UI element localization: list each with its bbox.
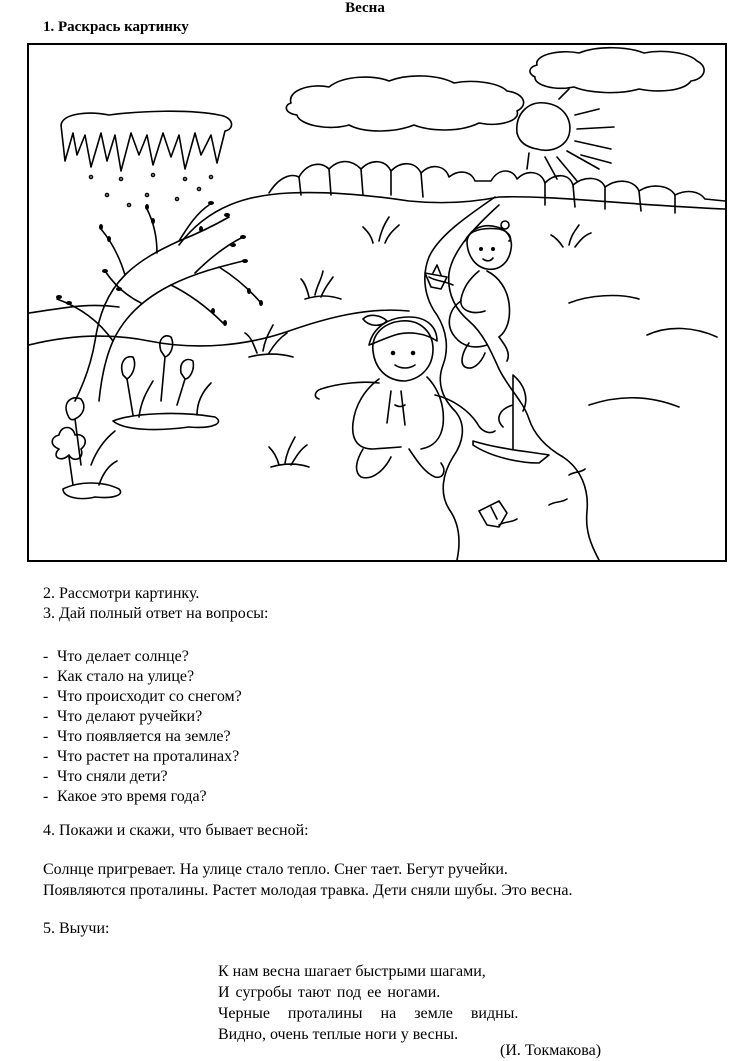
question-text: Что сняли дети?	[57, 768, 168, 785]
poem-line: Черные проталины на земле видны.	[218, 1005, 519, 1022]
list-item	[43, 787, 242, 807]
list-item	[43, 707, 242, 727]
tree-icon	[56, 201, 263, 401]
list-marker: -	[43, 648, 49, 665]
list-item	[43, 727, 242, 747]
list-marker: -	[43, 688, 49, 705]
page-title: Весна	[345, 0, 385, 16]
question-text: Что растет на проталинах?	[57, 748, 240, 765]
poem-line: И сугробы тают под ее ногами.	[218, 984, 441, 1001]
list-marker: -	[43, 668, 49, 685]
question-text: Что делает солнце?	[57, 648, 189, 665]
task-2-text: 2. Рассмотри картинку.	[43, 585, 200, 602]
list-marker: -	[43, 788, 49, 805]
list-marker: -	[43, 708, 49, 725]
icicles-icon	[61, 111, 232, 206]
answer-line: Солнце пригревает. На улице стало тепло. Снег тает. Бегут ручейки.	[43, 861, 508, 878]
question-text: Что делают ручейки?	[57, 708, 203, 725]
coloring-picture	[27, 43, 727, 562]
task-5-text: 5. Выучи:	[43, 920, 110, 937]
question-list	[43, 647, 242, 807]
list-item	[43, 647, 242, 667]
flower-icon	[52, 398, 120, 499]
list-item	[43, 767, 242, 787]
list-marker: -	[43, 768, 49, 785]
answer-line: Появляются проталины. Растет молодая травка. Дети сняли шубы. Это весна.	[43, 881, 573, 899]
list-item	[43, 667, 242, 687]
poem-line: Видно, очень теплые ноги у весны.	[218, 1026, 459, 1043]
question-text: Что происходит со снегом?	[57, 688, 242, 705]
poem	[218, 961, 518, 1045]
question-text: Как стало на улице?	[57, 668, 195, 685]
child-icon	[429, 221, 511, 368]
question-text: Какое это время года?	[57, 788, 207, 805]
list-item	[43, 747, 242, 767]
cloud-icon	[530, 48, 704, 93]
stream-icon	[425, 197, 599, 560]
task-3-text: 3. Дай полный ответ на вопросы:	[43, 605, 269, 622]
poem-author: (И. Токмакова)	[500, 1042, 602, 1059]
list-item	[43, 687, 242, 707]
question-text: Что появляется на земле?	[57, 728, 231, 745]
poem-line: К нам весна шагает быстрыми шагами,	[218, 963, 486, 980]
list-marker: -	[43, 748, 49, 765]
sun-icon	[517, 89, 614, 181]
child-icon	[315, 315, 495, 477]
flower-icon	[113, 336, 219, 430]
task-1-heading: 1. Раскрась картинку	[43, 19, 189, 35]
cloud-icon	[286, 76, 523, 131]
list-marker: -	[43, 728, 49, 745]
task-4-text: 4. Покажи и скажи, что бывает весной:	[43, 822, 309, 839]
answer-paragraph	[43, 860, 572, 901]
